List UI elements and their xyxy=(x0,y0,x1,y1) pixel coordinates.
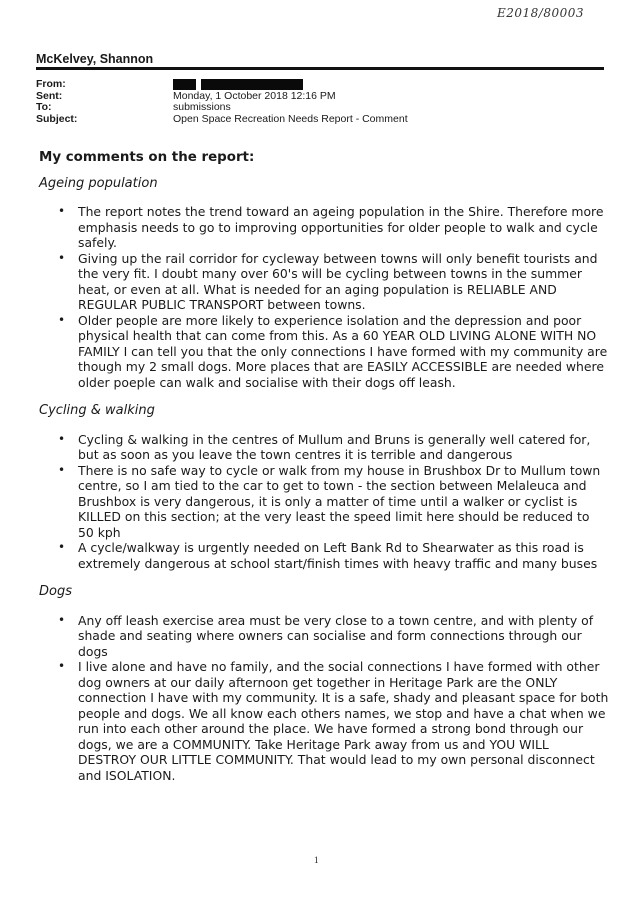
subject-value: Open Space Recreation Needs Report - Comment xyxy=(173,112,408,125)
subject-row xyxy=(36,114,408,126)
page-number: 1 xyxy=(314,855,319,865)
from-row xyxy=(36,79,408,91)
list-item: • Cycling & walking in the centres of Mullum and Bruns is generally well catered for, but as soon as you leave the town centres it is terrible and dangerous xyxy=(78,432,609,463)
subject-label: Subject: xyxy=(36,112,78,125)
from-value-redacted xyxy=(173,79,303,91)
redaction-block xyxy=(201,79,303,90)
to-value: submissions xyxy=(173,101,231,114)
to-label: To: xyxy=(36,101,52,114)
body-heading: My comments on the report: xyxy=(39,150,255,165)
email-header xyxy=(36,79,408,125)
email-body xyxy=(39,150,609,796)
list-item: • There is no safe way to cycle or walk from my house in Brushbox Dr to Mullum town centre, so I am tied to the car to get to town - the section between Melaleuca and Brushbox is very dangerous, it is only a matter of time until a walker or cyclist is KILLED on this section; at the very least the speed limit here should be reduced to 50 kph xyxy=(78,463,609,541)
list-item: • A cycle/walkway is urgently needed on Left Bank Rd to Shearwater as this road is extremely dangerous at school start/finish times with heavy traffic and many buses xyxy=(78,540,609,571)
list-item: • Giving up the rail corridor for cycleway between towns will only benefit tourists and the very fit. I doubt many over 60's will be cycling between towns in the summer heat, or even at all. What is needed for an aging population is RELIABLE AND REGULAR PUBLIC TRANSPORT between towns. xyxy=(78,251,609,313)
cycling-list xyxy=(39,432,609,572)
section-title-ageing: Ageing population xyxy=(39,175,158,191)
list-item: • The report notes the trend toward an ageing population in the Shire. Therefore more emphasis needs to go to improving opportunities for older people to walk and cycle safely. xyxy=(78,204,609,251)
list-item: • I live alone and have no family, and the social connections I have formed with other dog owners at our daily afternoon get together in Heritage Park are the ONLY connection I have with my community. It is a safe, shady and pleasant space for both people and dogs. We all know each others names, we stop and have a chat when we run into each other around the place. We have formed a strong bond through our dogs, we are a COMMUNITY. Take Heritage Park away from us and YOU WILL DESTROY OUR LITTLE COMMUNITY. That would lead to my own personal disconnect and ISOLATION. xyxy=(78,659,609,783)
dogs-list xyxy=(39,613,609,784)
ageing-list xyxy=(39,204,609,390)
redaction-block xyxy=(173,79,196,90)
list-item: • Any off leash exercise area must be very close to a town centre, and with plenty of shade and seating where owners can socialise and form connections through our dogs xyxy=(78,613,609,660)
sent-label: Sent: xyxy=(36,89,63,102)
sent-value: Monday, 1 October 2018 12:16 PM xyxy=(173,89,336,102)
section-title-cycling: Cycling & walking xyxy=(39,403,155,418)
handwritten-reference: E2018/80003 xyxy=(497,6,585,20)
list-item: • Older people are more likely to experience isolation and the depression and poor physical health that can come from this. As a 60 YEAR OLD LIVING ALONE WITH NO FAMILY I can tell you that the only connections I have formed with my community are though my 2 small dogs. More places that are EASILY ACCESSIBLE are needed where older poeple can walk and socialise with their dogs off leash. xyxy=(78,313,609,391)
recipient-name: McKelvey, Shannon xyxy=(36,52,154,66)
section-title-dogs: Dogs xyxy=(39,584,72,599)
header-divider xyxy=(36,67,604,70)
from-label: From: xyxy=(36,78,66,90)
